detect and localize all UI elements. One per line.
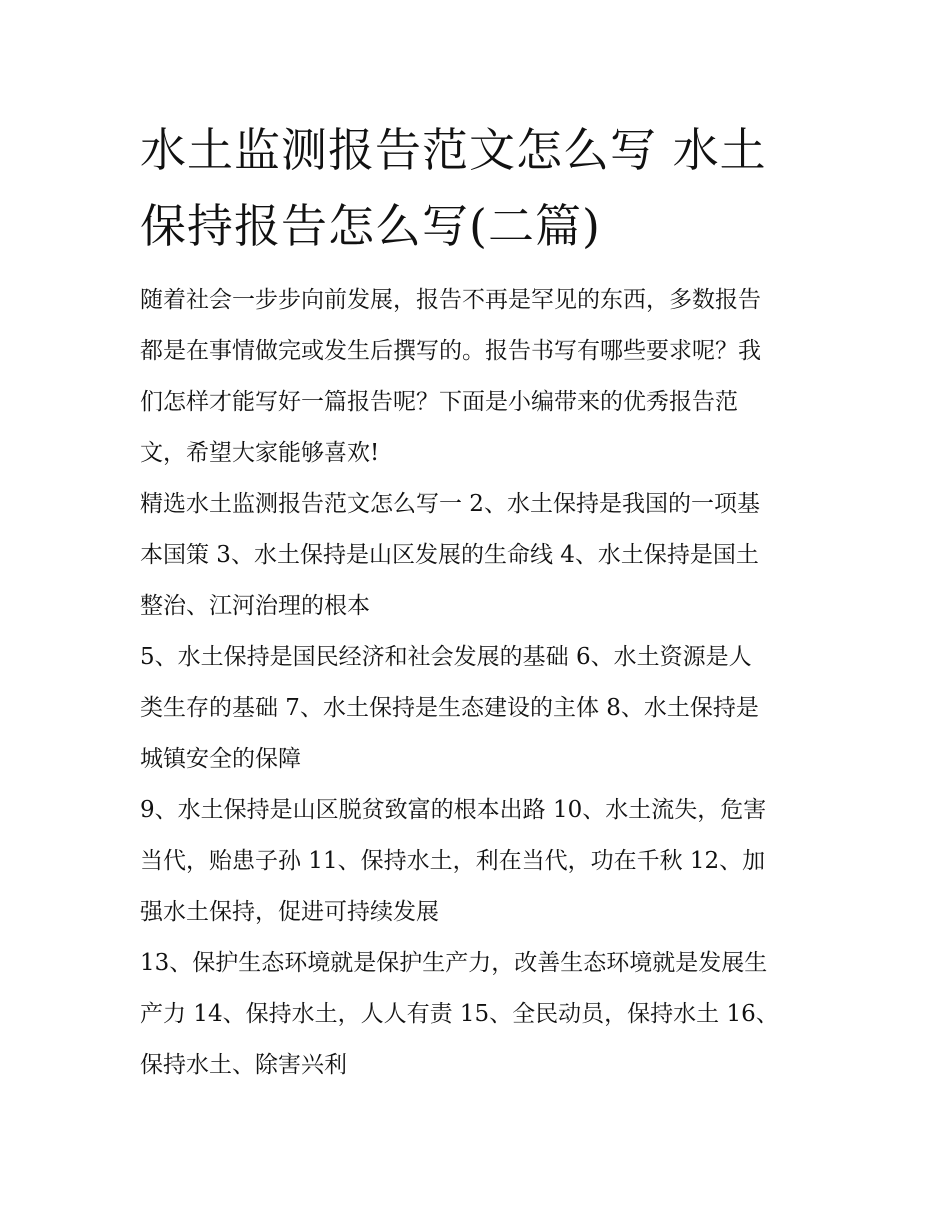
text-line: 城镇安全的保障: [140, 746, 301, 772]
paragraph-slogans-2: [140, 632, 820, 785]
paragraph-slogans-1: [140, 479, 820, 632]
text-line: 整治、江河治理的根本: [140, 593, 370, 619]
text-line: 保持水土、除害兴利: [140, 1052, 347, 1078]
paragraph-slogans-4: [140, 938, 820, 1091]
text-line: 精选水土监测报告范文怎么写一 2、水土保持是我国的一项基: [140, 491, 760, 517]
text-line: 当代，贻患子孙 11、保持水土，利在当代，功在千秋 12、加: [140, 848, 766, 874]
text-line: 随着社会一步步向前发展，报告不再是罕见的东西，多数报告: [140, 287, 761, 313]
paragraph-intro: [140, 275, 820, 479]
text-line: 文，希望大家能够喜欢!: [140, 440, 380, 466]
document-title: [140, 112, 820, 264]
text-line: 5、水土保持是国民经济和社会发展的基础 6、水土资源是人: [140, 644, 752, 670]
title-line-2: 保持报告怎么写(二篇): [140, 199, 601, 253]
text-line: 产力 14、保持水土，人人有责 15、全民动员，保持水土 16、: [140, 1001, 779, 1027]
text-line: 们怎样才能写好一篇报告呢？下面是小编带来的优秀报告范: [140, 389, 738, 415]
document-body: [140, 275, 820, 1091]
text-line: 类生存的基础 7、水土保持是生态建设的主体 8、水土保持是: [140, 695, 759, 721]
text-line: 9、水土保持是山区脱贫致富的根本出路 10、水土流失，危害: [140, 797, 767, 823]
text-line: 都是在事情做完或发生后撰写的。报告书写有哪些要求呢？我: [140, 338, 761, 364]
text-line: 13、保护生态环境就是保护生产力，改善生态环境就是发展生: [140, 950, 768, 976]
title-line-1: 水土监测报告范文怎么写 水土: [140, 123, 767, 177]
text-line: 强水土保持，促进可持续发展: [140, 899, 439, 925]
paragraph-slogans-3: [140, 785, 820, 938]
text-line: 本国策 3、水土保持是山区发展的生命线 4、水土保持是国土: [140, 542, 759, 568]
